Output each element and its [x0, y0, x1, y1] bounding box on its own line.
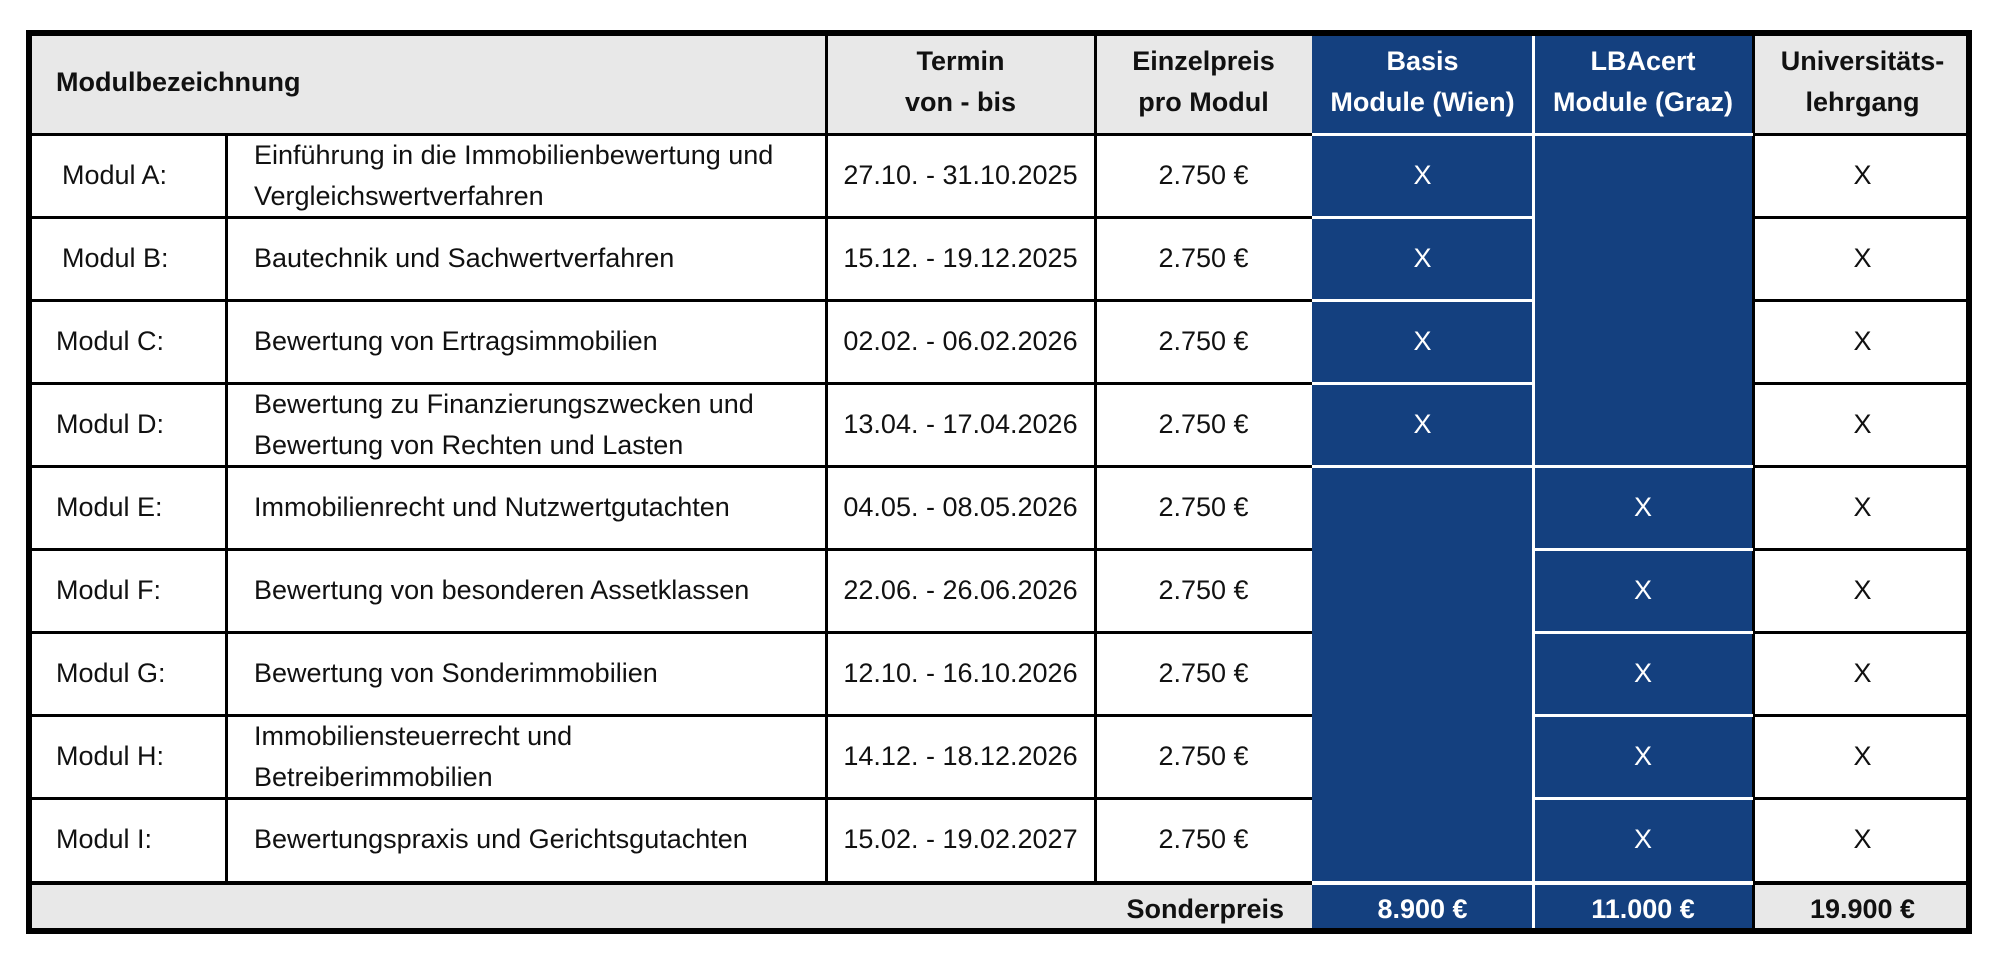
- col-divider: [825, 30, 828, 881]
- row-lbacert-mark: X: [1533, 549, 1753, 632]
- footer-lbacert-price: 11.000 €: [1533, 885, 1753, 934]
- row-basis-mark: [1312, 632, 1533, 715]
- row-divider: [26, 465, 1312, 468]
- row-basis-mark: [1312, 549, 1533, 632]
- row-divider: [1753, 714, 1972, 717]
- row-module-title: Bewertungspraxis und Gerichtsgutachten: [226, 798, 826, 881]
- footer-divider: [26, 881, 1312, 885]
- lbacert-row-divider: [1533, 797, 1753, 800]
- row-termin: 22.06. - 26.06.2026: [826, 549, 1095, 632]
- row-module-code: Modul E:: [26, 466, 226, 549]
- row-termin: 13.04. - 17.04.2026: [826, 383, 1095, 466]
- row-module-code: Modul C:: [26, 300, 226, 383]
- row-einzelpreis: 2.750 €: [1095, 798, 1312, 881]
- row-lbacert-mark: X: [1533, 798, 1753, 881]
- row-divider: [1753, 631, 1972, 634]
- header-divider-right: [1753, 133, 1972, 136]
- row-module-code: Modul G:: [26, 632, 226, 715]
- row-uni-mark: X: [1753, 383, 1972, 466]
- row-divider: [26, 548, 1312, 551]
- basis-row-divider: [1312, 216, 1533, 219]
- row-divider: [26, 797, 1312, 800]
- row-module-title: Immobiliensteuerrecht und Betreiberimmobilien: [226, 715, 826, 798]
- row-module-title: Bewertung von besonderen Assetklassen: [226, 549, 826, 632]
- row-einzelpreis: 2.750 €: [1095, 715, 1312, 798]
- row-module-code: Modul B:: [26, 217, 226, 300]
- lbacert-row-divider: [1533, 548, 1753, 551]
- row-module-code: Modul F:: [26, 549, 226, 632]
- row-basis-mark: X: [1312, 217, 1533, 300]
- row-module-code: Modul H:: [26, 715, 226, 798]
- row-uni-mark: X: [1753, 466, 1972, 549]
- row-basis-mark: [1312, 466, 1533, 549]
- footer-basis-price: 8.900 €: [1312, 885, 1533, 934]
- row-einzelpreis: 2.750 €: [1095, 549, 1312, 632]
- footer-uni-price: 19.900 €: [1753, 885, 1972, 934]
- row-module-code: Modul I:: [26, 798, 226, 881]
- row-einzelpreis: 2.750 €: [1095, 217, 1312, 300]
- header-divider: [26, 133, 1312, 136]
- blue-header-divider: [1312, 133, 1753, 136]
- row-basis-mark: X: [1312, 134, 1533, 217]
- row-termin: 04.05. - 08.05.2026: [826, 466, 1095, 549]
- row-termin: 15.02. - 19.02.2027: [826, 798, 1095, 881]
- row-divider: [26, 631, 1312, 634]
- row-divider: [1753, 465, 1972, 468]
- lbacert-row-divider: [1533, 714, 1753, 717]
- row-lbacert-mark: X: [1533, 715, 1753, 798]
- row-module-title: Bewertung zu Finanzierungszwecken und Bewertung von Rechten und Lasten: [226, 383, 826, 466]
- row-einzelpreis: 2.750 €: [1095, 134, 1312, 217]
- header-einzelpreis: Einzelpreis pro Modul: [1095, 30, 1312, 134]
- row-lbacert-mark: [1533, 134, 1753, 217]
- row-module-title: Bewertung von Ertragsimmobilien: [226, 300, 826, 383]
- col-divider: [1094, 30, 1097, 881]
- row-termin: 27.10. - 31.10.2025: [826, 134, 1095, 217]
- row-einzelpreis: 2.750 €: [1095, 300, 1312, 383]
- row-basis-mark: [1312, 798, 1533, 881]
- header-lbacert-module: LBAcert Module (Graz): [1533, 30, 1753, 134]
- row-lbacert-mark: [1533, 300, 1753, 383]
- row-termin: 02.02. - 06.02.2026: [826, 300, 1095, 383]
- row-module-title: Bautechnik und Sachwertverfahren: [226, 217, 826, 300]
- row-module-code: Modul D:: [26, 383, 226, 466]
- row-module-title: Bewertung von Sonderimmobilien: [226, 632, 826, 715]
- row-divider: [1753, 797, 1972, 800]
- row-divider: [1753, 299, 1972, 302]
- header-basis-module: Basis Module (Wien): [1312, 30, 1533, 134]
- row-uni-mark: X: [1753, 300, 1972, 383]
- basis-lbacert-split: [1312, 465, 1753, 468]
- row-divider: [1753, 382, 1972, 385]
- row-uni-mark: X: [1753, 217, 1972, 300]
- row-uni-mark: X: [1753, 632, 1972, 715]
- row-module-title: Immobilienrecht und Nutzwertgutachten: [226, 466, 826, 549]
- col-divider: [225, 134, 228, 881]
- row-basis-mark: X: [1312, 383, 1533, 466]
- row-uni-mark: X: [1753, 134, 1972, 217]
- row-uni-mark: X: [1753, 715, 1972, 798]
- row-termin: 15.12. - 19.12.2025: [826, 217, 1095, 300]
- row-termin: 12.10. - 16.10.2026: [826, 632, 1095, 715]
- row-divider: [26, 714, 1312, 717]
- row-module-code: Modul A:: [26, 134, 226, 217]
- row-module-title: Einführung in die Immobilienbewertung und Vergleichswertverfahren: [226, 134, 826, 217]
- row-basis-mark: [1312, 715, 1533, 798]
- row-termin: 14.12. - 18.12.2026: [826, 715, 1095, 798]
- row-divider: [26, 299, 1312, 302]
- row-lbacert-mark: X: [1533, 466, 1753, 549]
- basis-row-divider: [1312, 299, 1533, 302]
- row-einzelpreis: 2.750 €: [1095, 466, 1312, 549]
- blue-footer-divider: [1312, 881, 1753, 885]
- row-lbacert-mark: [1533, 383, 1753, 466]
- basis-row-divider: [1312, 382, 1533, 385]
- row-basis-mark: X: [1312, 300, 1533, 383]
- footer-divider: [1753, 881, 1972, 885]
- header-termin: Termin von - bis: [826, 30, 1095, 134]
- lbacert-row-divider: [1533, 631, 1753, 634]
- row-uni-mark: X: [1753, 798, 1972, 881]
- row-divider: [1753, 548, 1972, 551]
- header-modulbezeichnung: Modulbezeichnung: [26, 30, 826, 134]
- header-universitaetslehrgang: Universitäts- lehrgang: [1753, 30, 1972, 134]
- row-einzelpreis: 2.750 €: [1095, 632, 1312, 715]
- row-lbacert-mark: X: [1533, 632, 1753, 715]
- footer-sonderpreis-label: Sonderpreis: [26, 885, 1312, 934]
- row-uni-mark: X: [1753, 549, 1972, 632]
- row-einzelpreis: 2.750 €: [1095, 383, 1312, 466]
- row-lbacert-mark: [1533, 217, 1753, 300]
- row-divider: [26, 216, 1312, 219]
- row-divider: [26, 382, 1312, 385]
- row-divider: [1753, 216, 1972, 219]
